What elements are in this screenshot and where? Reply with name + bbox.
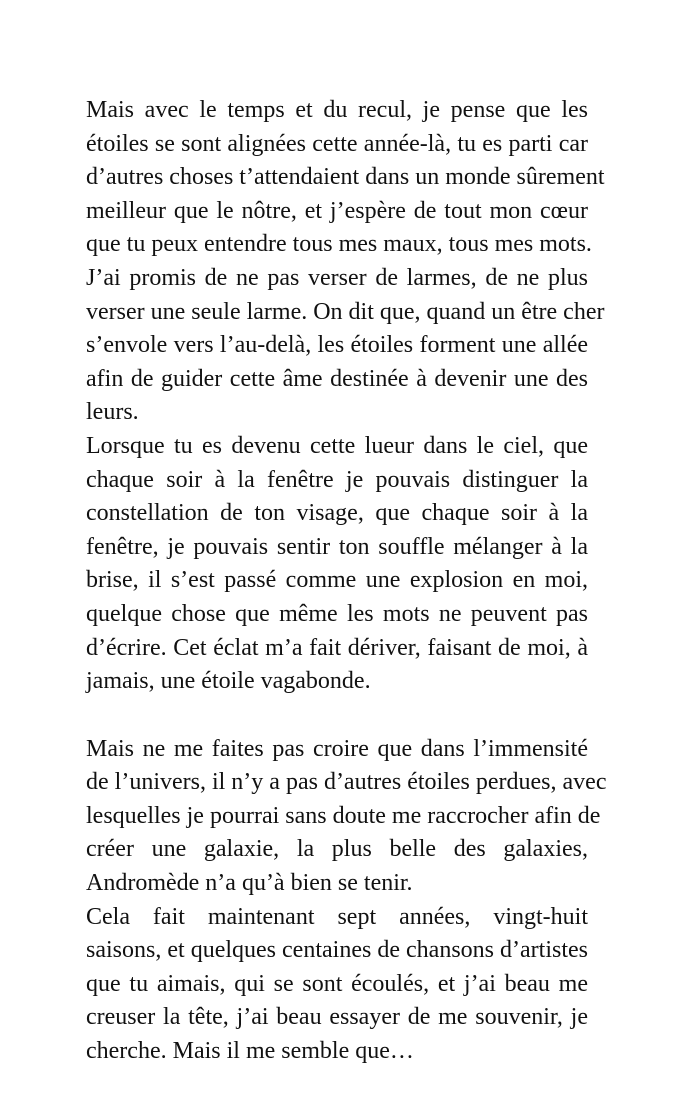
text-line: Mais avec le temps et du recul, je pense que les: [86, 97, 588, 123]
paragraph-4: [58, 733, 607, 901]
text-line: cherche. Mais il me semble que…: [86, 1038, 414, 1065]
text-line: que tu aimais, qui se sont écoulés, et j’ai beau me: [86, 970, 588, 997]
paragraph-1: [58, 94, 605, 262]
text-line: s’envole vers l’au-delà, les étoiles forment une allée: [86, 332, 588, 359]
text-line: Cela fait maintenant sept années, vingt-huit: [86, 903, 588, 930]
paragraph-3: [58, 430, 588, 699]
text-line: de l’univers, il n’y a pas d’autres étoiles perdues, avec: [86, 769, 607, 796]
text-line: créer une galaxie, la plus belle des galaxies,: [86, 836, 588, 863]
text-line: Lorsque tu es devenu cette lueur dans le ciel, que: [86, 432, 588, 459]
text-line: afin de guider cette âme destinée à devenir une des: [86, 365, 588, 392]
text-line: d’écrire. Cet éclat m’a fait dériver, faisant de moi, à: [86, 634, 588, 661]
text-line: quelque chose que même les mots ne peuvent pas: [86, 600, 588, 627]
section-break: [58, 699, 588, 733]
text-line: creuser la tête, j’ai beau essayer de me souvenir, je: [86, 1004, 588, 1031]
text-line: J’ai promis de ne pas verser de larmes, de ne plus: [86, 264, 588, 291]
text-line: étoiles se sont alignées cette année-là, tu es parti car: [86, 130, 588, 157]
text-line: fenêtre, je pouvais sentir ton souffle mélanger à la: [86, 533, 588, 560]
text-line: verser une seule larme. On dit que, quand un être cher: [86, 298, 605, 325]
page-body: [58, 94, 607, 1069]
text-line: jamais, une étoile vagabonde.: [86, 668, 371, 695]
paragraph-5: [58, 901, 588, 1069]
text-line: leurs.: [86, 399, 139, 426]
text-line: meilleur que le nôtre, et j’espère de tout mon cœur: [86, 197, 588, 224]
text-line: d’autres choses t’attendaient dans un monde sûrement: [86, 164, 605, 191]
text-line: lesquelles je pourrai sans doute me raccrocher afin de: [86, 802, 601, 829]
text-line: que tu peux entendre tous mes maux, tous mes mots.: [86, 231, 592, 258]
text-line: saisons, et quelques centaines de chansons d’artistes: [86, 937, 588, 964]
text-line: brise, il s’est passé comme une explosion en moi,: [86, 567, 588, 594]
text-line: Andromède n’a qu’à bien se tenir.: [86, 870, 413, 897]
text-line: chaque soir à la fenêtre je pouvais distinguer la: [86, 466, 588, 493]
text-line: Mais ne me faites pas croire que dans l’immensité: [86, 735, 588, 762]
paragraph-2: [58, 262, 605, 430]
text-line: constellation de ton visage, que chaque soir à la: [86, 500, 588, 527]
